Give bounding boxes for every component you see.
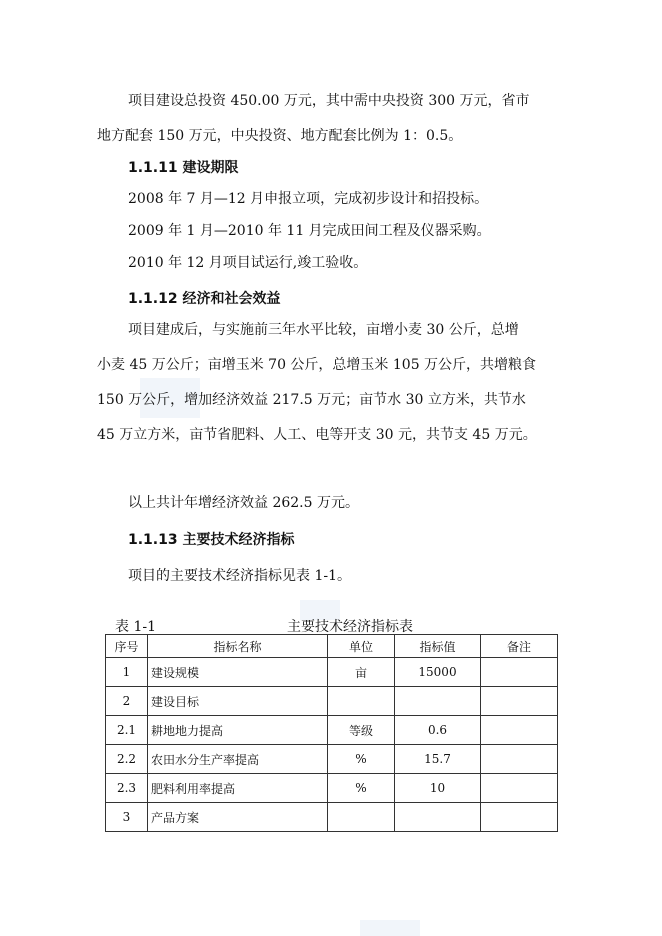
cell-name: 肥料利用率提高 <box>148 774 328 803</box>
table-caption-title: 主要技术经济指标表 <box>287 619 413 635</box>
cell-value: 15000 <box>395 658 481 687</box>
cell-remark <box>481 716 558 745</box>
watermark-shape <box>360 920 420 936</box>
cell-number: 2.3 <box>106 774 148 803</box>
investment-line-1: 项目建设总投资 450.00 万元，其中需中央投资 300 万元，省市 <box>128 93 530 109</box>
cell-number: 1 <box>106 658 148 687</box>
cell-remark <box>481 745 558 774</box>
indicators-table <box>105 634 558 832</box>
indicators-heading: 1.1.13 主要技术经济指标 <box>128 532 295 548</box>
benefit-line-2: 小麦 45 万公斤；亩增玉米 70 公斤，总增玉米 105 万公斤，共增粮食 <box>97 357 537 373</box>
schedule-line-1: 2008 年 7 月—12 月申报立项，完成初步设计和招投标。 <box>128 191 489 207</box>
header-cell-name: 指标名称 <box>148 635 328 658</box>
cell-value <box>395 687 481 716</box>
table-header-row <box>106 635 558 658</box>
cell-unit <box>328 803 395 832</box>
cell-name: 农田水分生产率提高 <box>148 745 328 774</box>
table-row <box>106 803 558 832</box>
cell-number: 2.1 <box>106 716 148 745</box>
cell-unit: % <box>328 774 395 803</box>
cell-name: 建设规模 <box>148 658 328 687</box>
cell-name: 产品方案 <box>148 803 328 832</box>
cell-number: 2 <box>106 687 148 716</box>
cell-unit <box>328 687 395 716</box>
cell-value <box>395 803 481 832</box>
header-cell-remark: 备注 <box>481 635 558 658</box>
cell-unit: 等级 <box>328 716 395 745</box>
table-row <box>106 774 558 803</box>
cell-number: 3 <box>106 803 148 832</box>
cell-name: 建设目标 <box>148 687 328 716</box>
benefit-heading: 1.1.12 经济和社会效益 <box>128 291 281 307</box>
table-row <box>106 658 558 687</box>
cell-remark <box>481 774 558 803</box>
schedule-line-3: 2010 年 12 月项目试运行,竣工验收。 <box>128 255 368 271</box>
cell-unit: % <box>328 745 395 774</box>
cell-remark <box>481 658 558 687</box>
investment-line-2: 地方配套 150 万元，中央投资、地方配套比例为 1：0.5。 <box>97 128 463 144</box>
header-cell-value: 指标值 <box>395 635 481 658</box>
indicators-intro: 项目的主要技术经济指标见表 1-1。 <box>128 568 351 584</box>
benefit-line-4: 45 万立方米，亩节省肥料、人工、电等开支 30 元，共节支 45 万元。 <box>97 427 537 443</box>
cell-value: 0.6 <box>395 716 481 745</box>
table-caption-number: 表 1-1 <box>115 619 156 635</box>
benefit-line-1: 项目建成后，与实施前三年水平比较，亩增小麦 30 公斤，总增 <box>128 322 519 338</box>
cell-unit: 亩 <box>328 658 395 687</box>
table-row <box>106 716 558 745</box>
table-row <box>106 745 558 774</box>
construction-period-heading: 1.1.11 建设期限 <box>128 160 239 176</box>
header-cell-unit: 单位 <box>328 635 395 658</box>
table-row <box>106 687 558 716</box>
cell-number: 2.2 <box>106 745 148 774</box>
total-benefit-line: 以上共计年增经济效益 262.5 万元。 <box>128 495 359 511</box>
cell-name: 耕地地力提高 <box>148 716 328 745</box>
cell-value: 15.7 <box>395 745 481 774</box>
cell-remark <box>481 687 558 716</box>
benefit-line-3: 150 万公斤，增加经济效益 217.5 万元；亩节水 30 立方米，共节水 <box>97 392 526 408</box>
cell-remark <box>481 803 558 832</box>
header-cell-number: 序号 <box>106 635 148 658</box>
schedule-line-2: 2009 年 1 月—2010 年 11 月完成田间工程及仪器采购。 <box>128 223 491 239</box>
cell-value: 10 <box>395 774 481 803</box>
